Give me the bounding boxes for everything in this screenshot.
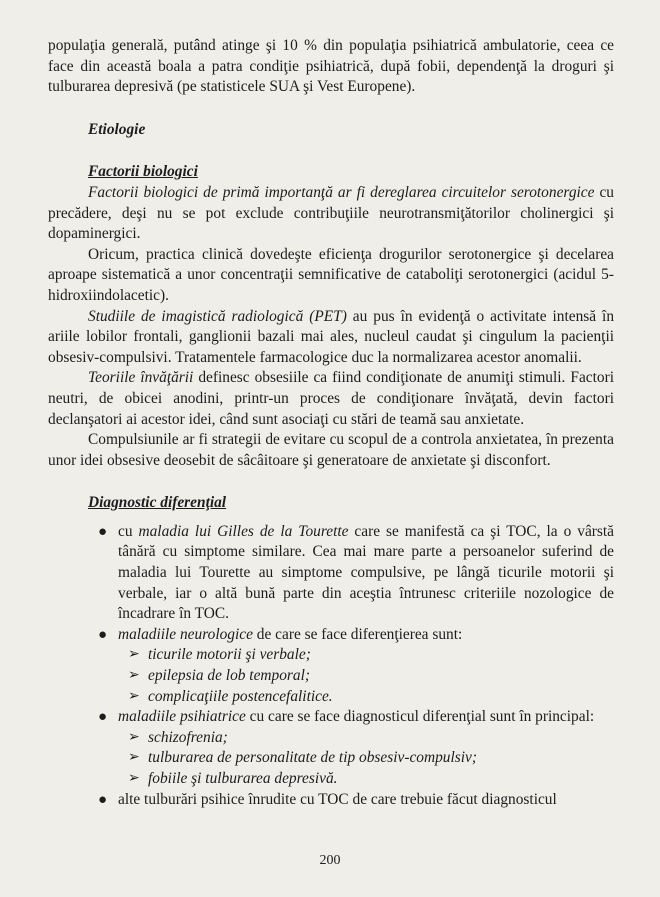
page-number: 200 bbox=[319, 853, 341, 868]
sub-item bbox=[128, 728, 614, 749]
bullet-icon: ● bbox=[98, 626, 108, 643]
emphasis-text: maladia lui Gilles de la Tourette bbox=[138, 522, 349, 540]
arrow-icon: ➢ bbox=[128, 668, 140, 684]
body-text: definesc obsesiile ca fiind condiţionate de anumiţi stimuli. Factori neutri, de obicei anodini, printr-un proces de condiţionare învăţată, devin factori declanşatori ai acestor idei, când sunt asociaţi cu stări de teamă sau anxietate. bbox=[48, 369, 614, 428]
page-body bbox=[48, 36, 614, 810]
sub-item-text: tulburarea de personalitate de tip obsesiv-compulsiv; bbox=[148, 749, 477, 767]
body-text: cu bbox=[118, 522, 139, 540]
sub-item-text: complicaţiile postencefalitice. bbox=[148, 687, 333, 705]
paragraph-practica-clinica: Oricum, practica clinică dovedeşte eficienţa drogurilor serotonergice şi decelarea aproape sistematică a unor concentraţii semnificative de cataboliţi serotonergici (acidul 5-hidroxiindolacetic). bbox=[48, 245, 614, 304]
body-text: au pus în evidenţă o activitate intensă în ariile lobilor frontali, ganglionii bazali mai ales, nucleul caudat şi cingulum la pacienţii obsesiv-compulsivi. Tratamentele farmacologice duc la normalizarea acestor anomalii. bbox=[48, 307, 615, 366]
intro-paragraph: populaţia generală, putând atinge şi 10 % din populaţia psihiatrică ambulatorie, ceea ce face din această boala a patra condiţie psihiatrică, după fobii, dependenţă la droguri şi tulburarea depresivă (pe statisticele SUA şi Vest Europene). bbox=[48, 37, 614, 96]
body-text: alte tulburări psihice înrudite cu TOC de care trebuie făcut diagnosticul bbox=[118, 790, 557, 808]
heading-etiologie: Etiologie bbox=[88, 120, 146, 138]
paragraph-imagistica bbox=[48, 307, 614, 369]
arrow-icon: ➢ bbox=[128, 688, 140, 704]
sub-item-text: epilepsia de lob temporal; bbox=[148, 667, 310, 685]
arrow-icon: ➢ bbox=[128, 750, 140, 766]
emphasis-text: Teoriile învăţării bbox=[88, 369, 194, 387]
arrow-icon: ➢ bbox=[128, 647, 140, 663]
sub-item bbox=[128, 748, 614, 769]
arrow-icon: ➢ bbox=[128, 729, 140, 745]
arrow-icon: ➢ bbox=[128, 771, 140, 786]
paragraph-teoriile-invatarii bbox=[48, 368, 614, 430]
bullet-tourette bbox=[98, 522, 614, 625]
paragraph-compulsiuni: Compulsiunile ar fi strategii de evitare cu scopul de a controla anxietatea, în prezenta unor idei obsesive deosebit de sâcâitoare şi generatoare de anxietate şi disconfort. bbox=[48, 431, 614, 469]
body-text: cu precădere, deşi nu se pot exclude contribuţiile neurotransmiţătorilor cholinergici şi dopaminergici. bbox=[48, 183, 615, 243]
sub-item-text: ticurile motorii şi verbale; bbox=[148, 646, 311, 664]
heading-factorii-biologici: Factorii biologici bbox=[88, 163, 198, 181]
bullet-psihiatrice bbox=[98, 707, 614, 728]
bullet-icon: ● bbox=[98, 791, 108, 808]
paragraph-factorii bbox=[48, 183, 614, 245]
emphasis-text: Studiile de imagistică radiologică (PET) bbox=[88, 307, 347, 325]
emphasis-text: Factorii biologici de primă importanţă ar fi dereglarea circuitelor serotonergice bbox=[88, 183, 595, 201]
emphasis-text: maladiile neurologice bbox=[118, 625, 253, 643]
body-text: de care se face diferenţierea sunt: bbox=[252, 625, 463, 643]
bullet-alte-tulburari bbox=[98, 790, 614, 811]
body-text: cu care se face diagnosticul diferenţial sunt în principal: bbox=[245, 708, 595, 726]
bullet-neurologice bbox=[98, 625, 614, 646]
sub-item bbox=[128, 666, 614, 687]
body-text: care se manifestă ca şi TOC, la o vârstă tânără cu simptome similare. Cea mai mare parte a persoanelor suferind de maladia lui Tourette au simptome compulsive, pe lângă ticurile motorii şi verbale, iar o altă bună parte din aceştia întrunesc criteriile nozologice de încadrare în TOC. bbox=[118, 522, 614, 623]
sub-item bbox=[128, 645, 614, 666]
bullet-icon: ● bbox=[98, 523, 108, 540]
bullet-icon: ● bbox=[98, 709, 108, 726]
sub-item bbox=[128, 687, 614, 708]
sub-item bbox=[128, 769, 614, 790]
heading-diagnostic-diferential: Diagnostic diferenţial bbox=[88, 494, 227, 512]
emphasis-text: maladiile psihiatrice bbox=[118, 708, 246, 726]
sub-item-text: schizofrenia; bbox=[148, 728, 228, 746]
sub-item-text: fobiile şi tulburarea depresivă. bbox=[148, 770, 338, 787]
